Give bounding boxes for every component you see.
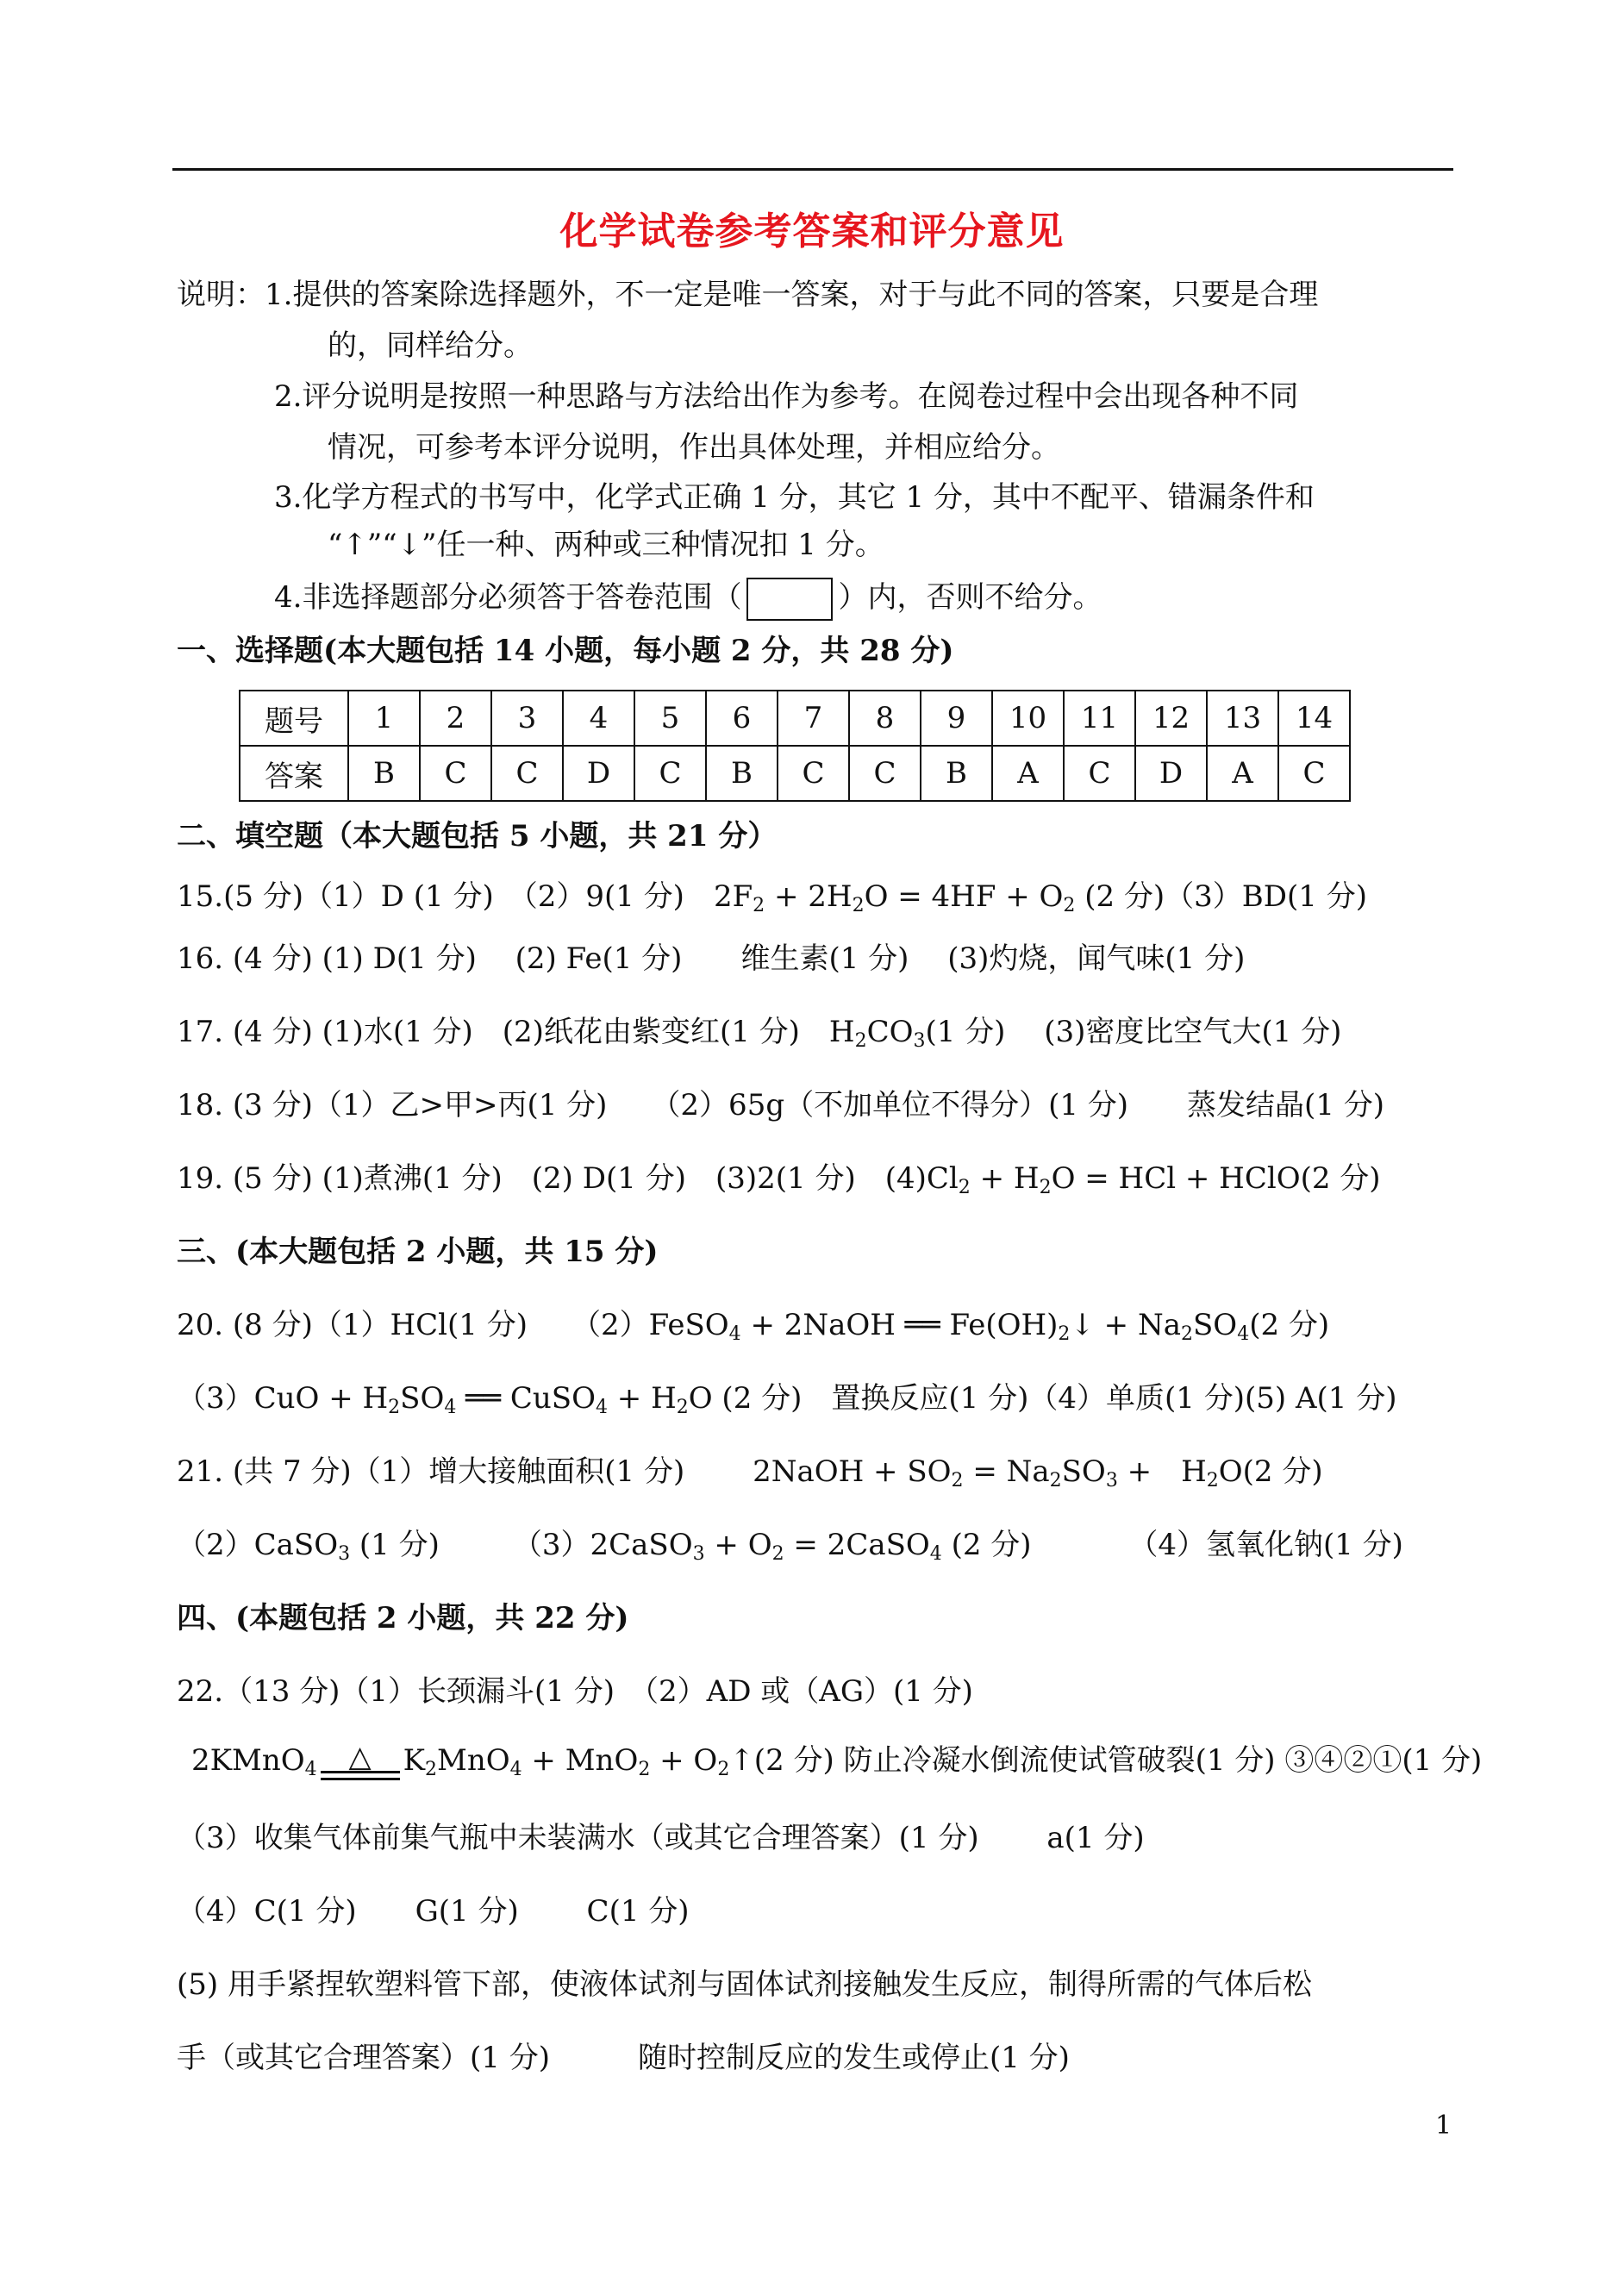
- q17-sub: 3: [913, 1030, 926, 1052]
- table-cell: 3: [491, 691, 563, 746]
- q22-part: 2KMnO: [191, 1743, 305, 1778]
- table-header-cell: 题号: [240, 691, 348, 746]
- table-cell: 14: [1278, 691, 1350, 746]
- table-cell: 4: [563, 691, 634, 746]
- table-cell: 2: [420, 691, 491, 746]
- q17-sub: 2: [854, 1030, 867, 1052]
- q20-sub: 2: [1058, 1323, 1071, 1345]
- q21-sub: 4: [929, 1543, 942, 1565]
- answer-table: [239, 690, 1351, 802]
- q19-part: 19. (5 分) (1)煮沸(1 分) (2) D(1 分) (3)2(1 分) (4)Cl: [177, 1161, 959, 1196]
- table-cell: B: [921, 746, 992, 801]
- q21-sub: 2: [1206, 1470, 1219, 1491]
- q22-part: MnO: [437, 1743, 510, 1778]
- table-cell: C: [849, 746, 921, 801]
- q21-part: + O: [704, 1528, 772, 1562]
- table-cell: D: [563, 746, 634, 801]
- q22-part: ↑(2 分) 防止冷凝水倒流使试管破裂(1 分) ③④②①(1 分): [729, 1743, 1483, 1778]
- q22-sub: 4: [304, 1759, 317, 1780]
- q15-sub: 2: [753, 895, 765, 916]
- note-2-cont: 情况，可参考本评分说明，作出具体处理，并相应给分。: [328, 430, 1060, 465]
- note-1-cont: 的，同样给分。: [328, 328, 533, 363]
- q22-sub: 2: [717, 1759, 730, 1780]
- answer-q16: 16. (4 分) (1) D(1 分) (2) Fe(1 分) 维生素(1 分) (3)灼烧，闻气味(1 分): [177, 941, 1246, 976]
- table-cell: 5: [634, 691, 706, 746]
- q20-sub: 4: [444, 1397, 457, 1418]
- q22-sub: 2: [638, 1759, 651, 1780]
- q21-sub: 2: [771, 1543, 784, 1565]
- table-cell: A: [1207, 746, 1278, 801]
- q20-sub: 2: [388, 1397, 401, 1418]
- table-cell: 8: [849, 691, 921, 746]
- note-3: 3.化学方程式的书写中，化学式正确 1 分，其它 1 分，其中不配平、错漏条件和: [274, 480, 1315, 515]
- q21-part: O(2 分): [1218, 1454, 1323, 1489]
- note-3-cont: “↑”“↓”任一种、两种或三种情况扣 1 分。: [328, 528, 884, 562]
- answer-q22-line3: （3）收集气体前集气瓶中未装满水（或其它合理答案）(1 分) a(1 分): [177, 1821, 1145, 1855]
- note-4: [274, 578, 1102, 621]
- q21-part: （2）CaSO: [177, 1528, 339, 1562]
- q21-sub: 3: [692, 1543, 705, 1565]
- answer-q21-line2: [177, 1528, 1403, 1565]
- table-cell: 11: [1064, 691, 1135, 746]
- table-cell: C: [1278, 746, 1350, 801]
- q22-sub: 2: [425, 1759, 438, 1780]
- answer-q18: 18. (3 分)（1）乙>甲>丙(1 分) （2）65g（不加单位不得分）(1 分) 蒸发结晶(1 分): [177, 1088, 1385, 1122]
- q20-part: 20. (8 分)（1）HCl(1 分) （2）FeSO: [177, 1308, 729, 1342]
- table-cell: 13: [1207, 691, 1278, 746]
- q15-part: O = 4HF + O: [864, 879, 1064, 914]
- q20-sub: 2: [676, 1397, 689, 1418]
- q19-part: O = HCl + HClO(2 分): [1051, 1161, 1381, 1196]
- section-4-heading: 四、(本题包括 2 小题，共 22 分): [177, 1601, 629, 1635]
- q21-part: + H: [1117, 1454, 1207, 1489]
- q19-sub: 2: [958, 1177, 971, 1198]
- section-3-heading: 三、(本大题包括 2 小题，共 15 分): [177, 1235, 659, 1269]
- table-row: [240, 746, 1350, 801]
- table-cell: C: [778, 746, 849, 801]
- answer-q19: [177, 1161, 1381, 1196]
- q20-part: + H: [607, 1381, 677, 1416]
- answer-q15: [177, 879, 1367, 914]
- table-header-cell: 答案: [240, 746, 348, 801]
- q21-part: SO: [1061, 1454, 1106, 1489]
- table-cell: D: [1135, 746, 1207, 801]
- q21-sub: 3: [338, 1543, 351, 1565]
- q20-part: + 2NaOH ══ Fe(OH): [740, 1308, 1059, 1342]
- q22-sub: 4: [509, 1759, 522, 1780]
- section-1-heading: 一、选择题(本大题包括 14 小题，每小题 2 分，共 28 分): [177, 634, 954, 668]
- q15-part: (2 分)（3）BD(1 分): [1075, 879, 1368, 914]
- answer-q22-line1: 22.（13 分)（1）长颈漏斗(1 分) （2）AD 或（AG）(1 分): [177, 1674, 973, 1709]
- note-2: 2.评分说明是按照一种思路与方法给出作为参考。在阅卷过程中会出现各种不同: [274, 379, 1299, 414]
- table-cell: 10: [992, 691, 1064, 746]
- q15-part: + 2H: [765, 879, 853, 914]
- note-4-pre: 4.非选择题部分必须答于答卷范围（: [274, 580, 742, 615]
- answer-q22-line4: （4）C(1 分) G(1 分) C(1 分): [177, 1894, 690, 1929]
- table-cell: B: [348, 746, 420, 801]
- answer-q17: [177, 1015, 1342, 1052]
- q17-part: CO: [866, 1015, 914, 1049]
- q20-sub: 2: [1181, 1323, 1194, 1345]
- q20-sub: 4: [595, 1397, 608, 1418]
- page-number: 1: [1435, 2111, 1452, 2141]
- section-2-heading: 二、填空题（本大题包括 5 小题，共 21 分）: [177, 819, 778, 854]
- table-row: [240, 691, 1350, 746]
- q15-sub: 2: [1063, 895, 1076, 916]
- q22-part: + MnO: [522, 1743, 639, 1778]
- note-1-text: 1.提供的答案除选择题外，不一定是唯一答案，对于与此不同的答案，只要是合理: [265, 278, 1319, 312]
- q21-part: = Na: [963, 1454, 1050, 1489]
- q20-part: ↓ + Na: [1070, 1308, 1182, 1342]
- table-cell: 9: [921, 691, 992, 746]
- table-cell: C: [1064, 746, 1135, 801]
- q20-sub: 4: [1237, 1323, 1250, 1345]
- answer-q22-equation: [191, 1739, 1483, 1780]
- q19-sub: 2: [1039, 1177, 1052, 1198]
- q20-part: SO: [1193, 1308, 1238, 1342]
- answer-q20-line1: [177, 1308, 1330, 1345]
- answer-q22-line5: (5) 用手紧捏软塑料管下部，使液体试剂与固体试剂接触发生反应，制得所需的气体后松: [177, 1967, 1312, 2002]
- q15-part: 15.(5 分)（1）D (1 分) （2）9(1 分) 2F: [177, 879, 753, 914]
- heat-condition-symbol: [317, 1739, 403, 1780]
- q17-part: 17. (4 分) (1)水(1 分) (2)纸花由紫变红(1 分) H: [177, 1015, 855, 1049]
- q21-part: (1 分) （3）2CaSO: [350, 1528, 693, 1562]
- q21-sub: 2: [1049, 1470, 1062, 1491]
- q21-sub: 2: [951, 1470, 964, 1491]
- q22-part: + O: [650, 1743, 718, 1778]
- q20-part: SO: [400, 1381, 445, 1416]
- q22-part: K: [403, 1743, 426, 1778]
- answer-q21-line1: [177, 1454, 1323, 1489]
- q20-sub: 4: [728, 1323, 741, 1345]
- table-cell: A: [992, 746, 1064, 801]
- table-cell: C: [491, 746, 563, 801]
- table-cell: 6: [706, 691, 778, 746]
- note-4-post: ）内，否则不给分。: [838, 580, 1102, 615]
- top-rule: [172, 168, 1453, 171]
- q20-part: ══ CuSO: [456, 1381, 596, 1416]
- table-cell: 12: [1135, 691, 1207, 746]
- q20-part: O (2 分) 置换反应(1 分)（4）单质(1 分)(5) A(1 分): [688, 1381, 1397, 1416]
- table-cell: B: [706, 746, 778, 801]
- q19-part: + H: [970, 1161, 1040, 1196]
- q17-part: (1 分) (3)密度比空气大(1 分): [925, 1015, 1342, 1049]
- q20-part: (2 分): [1249, 1308, 1330, 1342]
- answer-q22-line6: 手（或其它合理答案）(1 分) 随时控制反应的发生或停止(1 分): [177, 2041, 1070, 2075]
- page-title: 化学试卷参考答案和评分意见: [559, 209, 1065, 253]
- answer-box-symbol: [746, 578, 833, 621]
- q21-part: 21. (共 7 分)（1）增大接触面积(1 分) 2NaOH + SO: [177, 1454, 952, 1489]
- note-1: [177, 278, 1318, 312]
- delta-icon: △: [348, 1739, 372, 1774]
- table-cell: C: [634, 746, 706, 801]
- q15-sub: 2: [852, 895, 865, 916]
- table-cell: 1: [348, 691, 420, 746]
- table-cell: 7: [778, 691, 849, 746]
- q21-part: (2 分) （4）氢氧化钠(1 分): [941, 1528, 1403, 1562]
- q21-part: = 2CaSO: [784, 1528, 930, 1562]
- q20-part: （3）CuO + H: [177, 1381, 389, 1416]
- answer-q20-line2: [177, 1381, 1396, 1416]
- table-cell: C: [420, 746, 491, 801]
- notes-label: 说明：: [177, 278, 265, 312]
- q21-sub: 3: [1105, 1470, 1118, 1491]
